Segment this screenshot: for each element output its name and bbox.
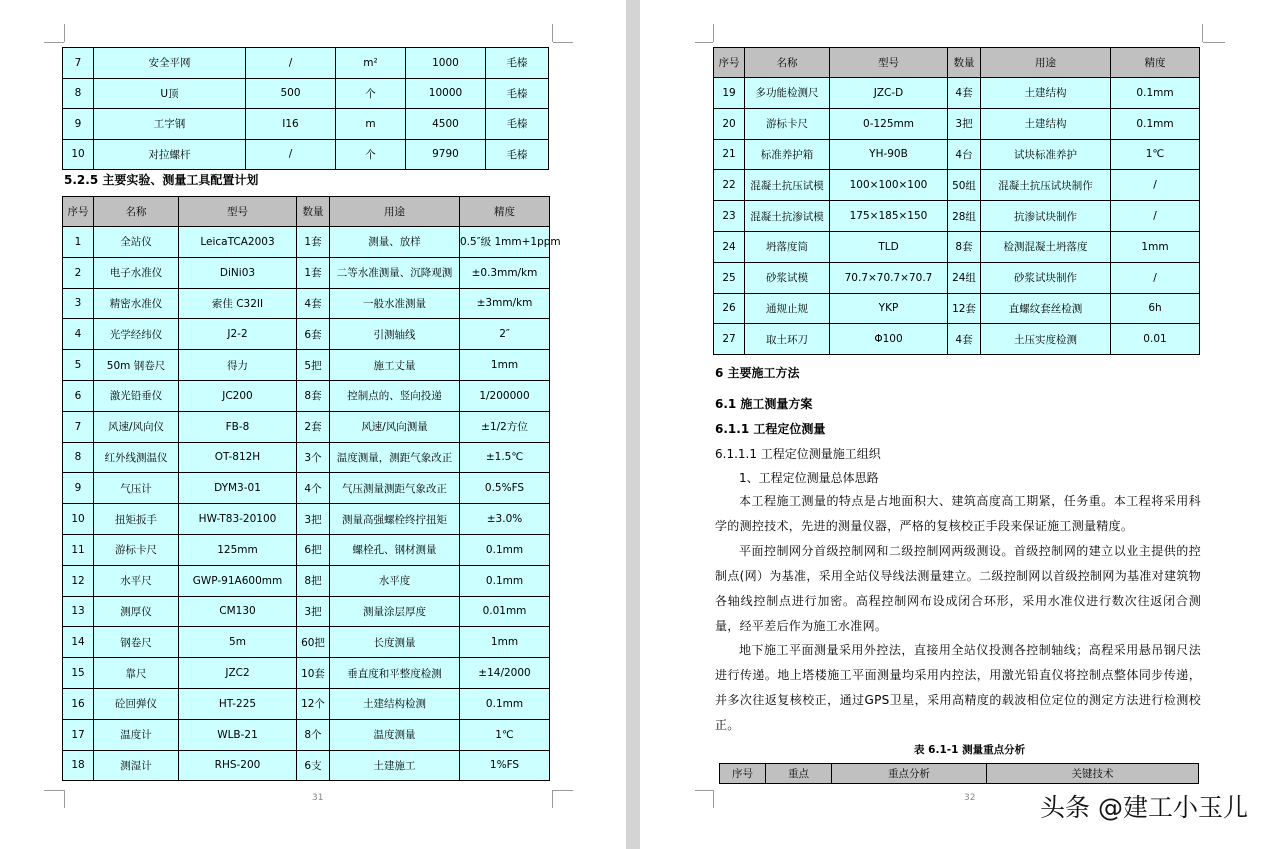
table-cell: 7 [63, 48, 94, 79]
paragraph-1: 本工程施工测量的特点是占地面积大、建筑高度高工期紧，任务重。本工程将采用科学的测控技术，先进的测量仪器，严格的复核校正手段来保证施工测量精度。 [715, 494, 1201, 533]
table-cell: JZC2 [179, 658, 297, 689]
table-cell: HT-225 [179, 688, 297, 719]
table-cell: 标准养护箱 [745, 139, 830, 170]
table-cell: 温度计 [94, 719, 179, 750]
crop-mark [1203, 42, 1225, 43]
table-cell: 8 [63, 78, 94, 109]
table-cell: Φ100 [830, 324, 948, 355]
table-cell: 水平尺 [94, 565, 179, 596]
table-cell: 1mm [460, 350, 550, 381]
table-cell: 21 [714, 139, 745, 170]
table-cell: ±14/2000 [460, 658, 550, 689]
header-cell: 精度 [460, 197, 550, 227]
table-cell: 温度测量 [330, 719, 460, 750]
table-cell: 27 [714, 324, 745, 355]
table-cell: 安全平网 [94, 48, 246, 79]
table-row [714, 201, 1200, 232]
table-cell: 7 [63, 411, 94, 442]
table-row [63, 534, 550, 565]
table-cell: 抗渗试块制作 [981, 201, 1111, 232]
table-cell: 19 [714, 78, 745, 109]
table-cell: 气压计 [94, 473, 179, 504]
table-cell: 1mm [1111, 231, 1200, 262]
table-cell: DiNi03 [179, 257, 297, 288]
table-row [63, 257, 550, 288]
tool-configuration-table-continued [713, 47, 1200, 355]
table-cell: 3把 [297, 504, 330, 535]
table-cell: 索佳 C32II [179, 288, 297, 319]
table-cell: 125mm [179, 534, 297, 565]
table-cell: 5 [63, 350, 94, 381]
table-cell: 螺栓孔、钢材测量 [330, 534, 460, 565]
table-cell: YKP [830, 293, 948, 324]
table-cell: 6套 [297, 319, 330, 350]
crop-mark [44, 42, 64, 43]
table-cell: 0.5%FS [460, 473, 550, 504]
table-cell: TLD [830, 231, 948, 262]
table-row [63, 719, 550, 750]
table-cell: 500 [246, 78, 336, 109]
table-cell: 24 [714, 231, 745, 262]
table-cell: 3个 [297, 442, 330, 473]
table-cell: JC200 [179, 380, 297, 411]
table-cell: / [1111, 201, 1200, 232]
table-cell: 直螺纹套丝检测 [981, 293, 1111, 324]
table-cell: 12 [63, 565, 94, 596]
table-cell: 1/200000 [460, 380, 550, 411]
table-row [714, 262, 1200, 293]
table-cell: 多功能检测尺 [745, 78, 830, 109]
table-cell: 4套 [948, 324, 981, 355]
table-cell: 测量涂层厚度 [330, 596, 460, 627]
table-cell: 红外线测温仪 [94, 442, 179, 473]
heading-6-1: 6.1 施工测量方案 [715, 397, 813, 411]
page-number: 32 [964, 793, 976, 803]
table-cell: ±1/2方位 [460, 411, 550, 442]
table-cell: 20 [714, 108, 745, 139]
table-cell: 测厚仪 [94, 596, 179, 627]
table-cell: 18 [63, 750, 94, 781]
table-cell: 15 [63, 658, 94, 689]
crop-mark [64, 790, 65, 808]
header-cell: 用途 [981, 48, 1111, 78]
heading-6-1-1: 6.1.1 工程定位测量 [715, 422, 826, 436]
table-cell: GWP-91A600mm [179, 565, 297, 596]
table-cell: 砂浆试块制作 [981, 262, 1111, 293]
table-row [714, 170, 1200, 201]
table-cell: 砼回弹仪 [94, 688, 179, 719]
table-row [63, 139, 549, 170]
table-row [63, 227, 550, 258]
table-cell: 24组 [948, 262, 981, 293]
watermark: 头条 @建工小玉儿 [1040, 793, 1248, 822]
table-cell: / [1111, 262, 1200, 293]
material-table-continued [62, 47, 549, 170]
table-row [714, 108, 1200, 139]
table-cell: 13 [63, 596, 94, 627]
table-cell: 28组 [948, 201, 981, 232]
header-cell: 关键技术 [987, 764, 1199, 784]
table-cell: 一般水准测量 [330, 288, 460, 319]
table-cell: 3把 [948, 108, 981, 139]
table-cell: FB-8 [179, 411, 297, 442]
header-cell: 重点分析 [832, 764, 987, 784]
table-cell: YH-90B [830, 139, 948, 170]
table-cell: 5m [179, 627, 297, 658]
table-cell: 测量、放样 [330, 227, 460, 258]
table-cell: 0.1mm [1111, 78, 1200, 109]
table-cell: 土建结构检测 [330, 688, 460, 719]
header-cell: 数量 [297, 197, 330, 227]
table-row [63, 442, 550, 473]
table-row [714, 293, 1200, 324]
page-number: 31 [312, 793, 324, 803]
table-cell: 取土环刀 [745, 324, 830, 355]
table-cell: 2 [63, 257, 94, 288]
table-row [63, 658, 550, 689]
table-cell: 激光铅垂仪 [94, 380, 179, 411]
table-cell: 扭矩扳手 [94, 504, 179, 535]
table-cell: OT-812H [179, 442, 297, 473]
table-row [714, 78, 1200, 109]
table-cell: 50组 [948, 170, 981, 201]
table-cell: 1 [63, 227, 94, 258]
table-cell: 气压测量测距气象改正 [330, 473, 460, 504]
table-cell: 二等水准测量、沉降观测 [330, 257, 460, 288]
table-cell: 6 [63, 380, 94, 411]
table-cell: 精密水准仪 [94, 288, 179, 319]
table-cell: 控制点的、竖向投递 [330, 380, 460, 411]
header-cell: 序号 [63, 197, 94, 227]
table-cell: 通规止规 [745, 293, 830, 324]
table-cell: 4 [63, 319, 94, 350]
table-cell: 2套 [297, 411, 330, 442]
table-cell: 4个 [297, 473, 330, 504]
header-cell: 型号 [830, 48, 948, 78]
table-cell: 9 [63, 473, 94, 504]
table-cell: 引测轴线 [330, 319, 460, 350]
crop-mark [44, 790, 64, 791]
table-cell: U顶 [94, 78, 246, 109]
table-cell: 8套 [948, 231, 981, 262]
table-cell: 土建施工 [330, 750, 460, 781]
table-row [63, 596, 550, 627]
table-cell: ±0.3mm/km [460, 257, 550, 288]
table-cell: 对拉螺杆 [94, 139, 246, 170]
table-cell: 工字钢 [94, 109, 246, 140]
table-cell: 8 [63, 442, 94, 473]
table-cell: 游标卡尺 [94, 534, 179, 565]
table-cell: 试块标准养护 [981, 139, 1111, 170]
table-cell: I16 [246, 109, 336, 140]
heading-6: 6 主要施工方法 [715, 366, 800, 380]
table-cell: CM130 [179, 596, 297, 627]
table-row [714, 139, 1200, 170]
table-row [63, 319, 550, 350]
table-row [63, 411, 550, 442]
table-cell: 14 [63, 627, 94, 658]
table-cell: 6h [1111, 293, 1200, 324]
table-cell: 1℃ [460, 719, 550, 750]
header-cell: 名称 [745, 48, 830, 78]
section-heading-5-2-5: 5.2.5 主要实验、测量工具配置计划 [64, 173, 259, 187]
table-cell: DYM3-01 [179, 473, 297, 504]
heading-6-1-1-1: 6.1.1.1 工程定位测量施工组织 [715, 447, 881, 461]
table-cell: 毛榛 [486, 109, 549, 140]
table-cell: 测量高强螺栓终拧扭矩 [330, 504, 460, 535]
table-cell: 土建结构 [981, 108, 1111, 139]
page-gutter [626, 0, 640, 849]
table-cell: ±3.0% [460, 504, 550, 535]
table-cell: 混凝土抗压试模 [745, 170, 830, 201]
table-cell: 25 [714, 262, 745, 293]
table-cell: 9790 [406, 139, 486, 170]
table-cell: 26 [714, 293, 745, 324]
table-cell: 水平度 [330, 565, 460, 596]
table-cell: 毛榛 [486, 78, 549, 109]
table-cell: 12个 [297, 688, 330, 719]
crop-mark [695, 790, 713, 791]
table-cell: 个 [336, 139, 406, 170]
table-cell: 毛榛 [486, 48, 549, 79]
table-cell: 50m 钢卷尺 [94, 350, 179, 381]
table-cell: 温度测量，测距气象改正 [330, 442, 460, 473]
table-cell: ±3mm/km [460, 288, 550, 319]
table-cell: m [336, 109, 406, 140]
table-cell: 0.01 [1111, 324, 1200, 355]
table-cell: 坍落度筒 [745, 231, 830, 262]
table-cell: 光学经纬仪 [94, 319, 179, 350]
table-cell: 长度测量 [330, 627, 460, 658]
table-row [714, 324, 1200, 355]
crop-mark [552, 24, 553, 42]
table-cell: RHS-200 [179, 750, 297, 781]
table-cell: WLB-21 [179, 719, 297, 750]
crop-mark [713, 790, 714, 808]
header-cell: 数量 [948, 48, 981, 78]
table-cell: / [1111, 170, 1200, 201]
table-row [63, 109, 549, 140]
table-cell: 0.5″级 1mm+1ppm [460, 227, 550, 258]
table-cell: 8把 [297, 565, 330, 596]
table-row [63, 627, 550, 658]
table-cell: 0.01mm [460, 596, 550, 627]
header-cell: 用途 [330, 197, 460, 227]
table-cell: 1mm [460, 627, 550, 658]
table-caption: 表 6.1-1 测量重点分析 [914, 744, 1026, 756]
table-row [63, 288, 550, 319]
table-cell: 10 [63, 139, 94, 170]
table-cell: 8个 [297, 719, 330, 750]
header-cell: 名称 [94, 197, 179, 227]
table-cell: m² [336, 48, 406, 79]
table-cell: 全站仪 [94, 227, 179, 258]
table-cell: 游标卡尺 [745, 108, 830, 139]
table-cell: HW-T83-20100 [179, 504, 297, 535]
table-cell: 砂浆试模 [745, 262, 830, 293]
table-cell: 土压实度检测 [981, 324, 1111, 355]
header-cell: 序号 [720, 764, 766, 784]
table-cell: 5把 [297, 350, 330, 381]
table-cell: 4套 [948, 78, 981, 109]
table-row [63, 473, 550, 504]
table-cell: 测湿计 [94, 750, 179, 781]
table-cell: 电子水准仪 [94, 257, 179, 288]
table-cell: 土建结构 [981, 78, 1111, 109]
table-cell: LeicaTCA2003 [179, 227, 297, 258]
table-cell: 9 [63, 109, 94, 140]
table-cell: / [246, 48, 336, 79]
table-row [63, 504, 550, 535]
table-cell: J2-2 [179, 319, 297, 350]
table-cell: / [246, 139, 336, 170]
table-row [63, 48, 549, 79]
table-cell: 175×185×150 [830, 201, 948, 232]
table-cell: 0.1mm [1111, 108, 1200, 139]
table-cell: 检测混凝土坍落度 [981, 231, 1111, 262]
table-cell: JZC-D [830, 78, 948, 109]
crop-mark [695, 42, 713, 43]
table-cell: 70.7×70.7×70.7 [830, 262, 948, 293]
table-cell: 10套 [297, 658, 330, 689]
header-cell: 序号 [714, 48, 745, 78]
crop-mark [553, 790, 573, 791]
right-page [640, 0, 1270, 849]
survey-analysis-table [719, 763, 1199, 784]
table-cell: 个 [336, 78, 406, 109]
table-header-row [63, 197, 550, 227]
table-row [63, 565, 550, 596]
table-cell: 6把 [297, 534, 330, 565]
table-cell: 风速/风向测量 [330, 411, 460, 442]
list-item-1: 1、工程定位测量总体思路 [739, 471, 879, 485]
table-cell: 0.1mm [460, 688, 550, 719]
table-cell: 4500 [406, 109, 486, 140]
table-cell: 3 [63, 288, 94, 319]
header-cell: 型号 [179, 197, 297, 227]
table-cell: 17 [63, 719, 94, 750]
table-cell: 1套 [297, 227, 330, 258]
table-row [63, 350, 550, 381]
table-cell: 毛榛 [486, 139, 549, 170]
table-cell: 0-125mm [830, 108, 948, 139]
table-cell: 4套 [297, 288, 330, 319]
table-cell: 3把 [297, 596, 330, 627]
table-cell: 混凝土抗压试块制作 [981, 170, 1111, 201]
table-cell: 靠尺 [94, 658, 179, 689]
table-cell: 11 [63, 534, 94, 565]
table-cell: 1℃ [1111, 139, 1200, 170]
table-cell: 8套 [297, 380, 330, 411]
crop-mark [1202, 24, 1203, 42]
table-row [63, 750, 550, 781]
table-cell: 1%FS [460, 750, 550, 781]
table-cell: 22 [714, 170, 745, 201]
table-row [63, 380, 550, 411]
table-cell: 混凝土抗渗试模 [745, 201, 830, 232]
left-page [0, 0, 626, 849]
table-cell: 风速/风向仪 [94, 411, 179, 442]
table-cell: ±1.5℃ [460, 442, 550, 473]
table-cell: 垂直度和平整度检测 [330, 658, 460, 689]
crop-mark [64, 24, 65, 42]
table-cell: 23 [714, 201, 745, 232]
table-cell: 2″ [460, 319, 550, 350]
crop-mark [553, 42, 573, 43]
crop-mark [552, 790, 553, 808]
table-cell: 施工丈量 [330, 350, 460, 381]
header-cell: 重点 [766, 764, 832, 784]
paragraph-3: 地下施工平面测量采用外控法，直接用全站仪投测各控制轴线；高程采用悬吊钢尺法进行传递。地上塔楼施工平面测量均采用内控法，用激光铅直仪将控制点整体同步传递，并多次往返复核校正，通过GPS卫星，采用高精度的载波相位定位的测定方法进行检测校正。 [715, 643, 1201, 732]
table-header-row [714, 48, 1200, 78]
table-row [63, 688, 550, 719]
table-row [63, 78, 549, 109]
table-cell: 12套 [948, 293, 981, 324]
crop-mark [713, 24, 714, 42]
table-cell: 60把 [297, 627, 330, 658]
table-cell: 得力 [179, 350, 297, 381]
table-cell: 0.1mm [460, 565, 550, 596]
table-row [714, 231, 1200, 262]
tool-configuration-table [62, 196, 561, 781]
table-cell: 1套 [297, 257, 330, 288]
table-cell: 0.1mm [460, 534, 550, 565]
table-cell: 钢卷尺 [94, 627, 179, 658]
table-cell: 10 [63, 504, 94, 535]
table-cell: 1000 [406, 48, 486, 79]
paragraph-2: 平面控制网分首级控制网和二级控制网两级测设。首级控制网的建立以业主提供的控制点(网）为基准，采用全站仪导线法测量建立。二级控制网以首级控制网为基准对建筑物各轴线控制点进行加密。高程控制网布设成闭合环形，采用水准仪进行数次往返闭合测量，经平差后作为施工水准网。 [715, 544, 1201, 633]
header-cell: 精度 [1111, 48, 1200, 78]
table-cell: 16 [63, 688, 94, 719]
table-cell: 6支 [297, 750, 330, 781]
table-cell: 4台 [948, 139, 981, 170]
table-cell: 10000 [406, 78, 486, 109]
table-cell: 100×100×100 [830, 170, 948, 201]
